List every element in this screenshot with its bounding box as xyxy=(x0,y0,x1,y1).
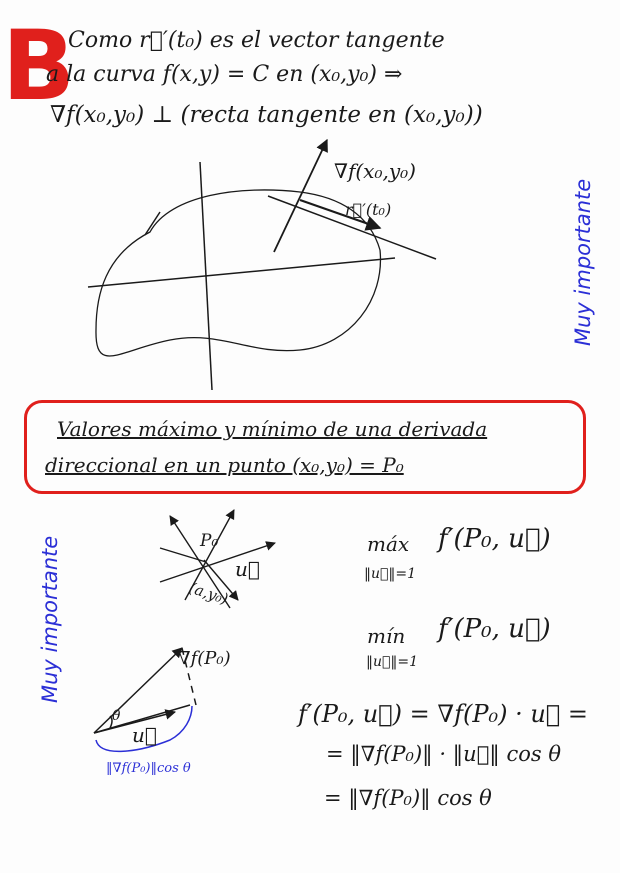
equation-line-2: = ‖∇f(P₀)‖ · ‖u⃗‖ cos θ xyxy=(326,742,561,766)
direction-vector-label: u⃗ xyxy=(235,557,260,581)
max-expression: f′(P₀, u⃗) xyxy=(438,524,551,554)
min-expression: f′(P₀, u⃗) xyxy=(438,614,551,644)
section-letter: B xyxy=(2,10,76,122)
boxed-title xyxy=(24,400,586,494)
side-note-left: Muy importante xyxy=(38,535,62,703)
max-label: máx xyxy=(367,532,410,556)
tangent-label-1: r⃗′(t₀) xyxy=(345,200,392,219)
equation-line-1: f′(P₀, u⃗) = ∇f(P₀) · u⃗ = xyxy=(298,700,588,728)
min-label: mín xyxy=(367,624,406,648)
min-constraint: ‖u⃗‖=1 xyxy=(366,654,419,670)
gradient-label-1: ∇f(x₀,y₀) xyxy=(334,159,416,183)
gradient-label-2: ∇f(P₀) xyxy=(178,648,231,669)
curve-detail-mark xyxy=(145,212,160,235)
intro-line-2: a la curva f(x,y) = C en (x₀,y₀) ⇒ xyxy=(46,62,403,87)
boxed-title-line-1: Valores máximo y mínimo de una derivada xyxy=(57,417,488,441)
max-constraint: ‖u⃗‖=1 xyxy=(364,566,417,582)
equation-line-3: = ‖∇f(P₀)‖ cos θ xyxy=(324,786,492,810)
point-label: P₀ xyxy=(200,531,219,551)
x-axis xyxy=(88,258,395,287)
boxed-title-line-2: direccional en un punto (x₀,y₀) = P₀ xyxy=(45,453,404,477)
theta-label: θ xyxy=(112,708,121,724)
projection-label: ‖∇f(P₀)‖cos θ xyxy=(106,761,191,776)
side-note-right: Muy importante xyxy=(571,178,595,346)
coords-label: (a,y₀) xyxy=(186,578,231,609)
intro-line-1: Como r⃗′(t₀) es el vector tangente xyxy=(68,28,445,53)
unit-vector-label: u⃗ xyxy=(132,723,157,747)
intro-line-3: ∇f(x₀,y₀) ⊥ (recta tangente en (x₀,y₀)) xyxy=(50,102,483,128)
